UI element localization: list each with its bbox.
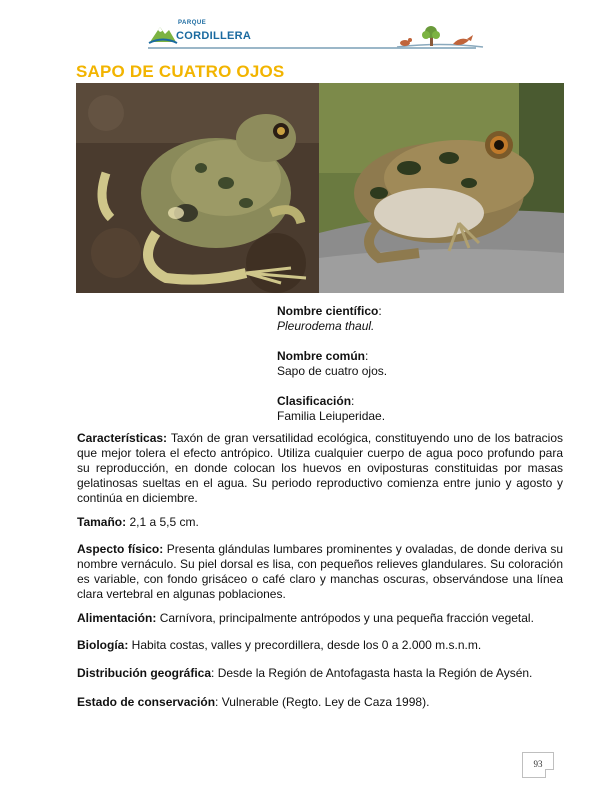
logo-small-text: PARQUE [178,20,207,26]
appearance-text: Presenta glándulas lumbares prominentes y ovaladas, de donde deriva su nombre vernáculo. Su piel dorsal es lisa, con pequeños relieves glandulares. Su coloración es variable, con fondo grisáceo o café claro y manchas oscuras, observándose una línea clara vertebral en algunas poblaciones. [77,542,563,601]
characteristics-paragraph [77,431,563,506]
characteristics-label: Características: [77,431,168,445]
size-text: 2,1 a 5,5 cm. [129,515,199,529]
classification-block: Clasificación: Familia Leiuperidae. [277,394,557,424]
common-name-label: Nombre común [277,349,366,363]
diet-label: Alimentación: [77,611,157,625]
diet-paragraph [77,611,563,626]
classification-value: Familia Leiuperidae. [277,409,386,423]
characteristics-text: Taxón de gran versatilidad ecológica, constituyendo uno de los batracios que mejor tolera el efecto antrópico. Utiliza cualquier cuerpo de agua poco profundo para su reproducción, en donde colocan los huevos en oviposturas constituidas por masas gelatinosas sueltas en el agua. Su periodo reproductivo comienza entre junio y agosto y continúa en diciembre. [77,431,563,505]
common-name-block: Nombre común: Sapo de cuatro ojos. [277,349,557,379]
biology-text: Habita costas, valles y precordillera, desde los 0 a 2.000 m.s.n.m. [131,638,482,652]
frog-on-soil-image [76,83,319,293]
appearance-label: Aspecto físico: [77,542,164,556]
conservation-paragraph: Estado de conservación: Vulnerable (Regto. Ley de Caza 1998). [77,695,430,709]
frog-on-rock-image [319,83,564,293]
biology-paragraph [77,638,563,653]
distribution-label: Distribución geográfica [77,666,212,680]
scientific-name-label: Nombre científico [277,304,379,318]
frog-photo-left [76,83,319,293]
conservation-text: Vulnerable (Regto. Ley de Caza 1998). [221,695,430,709]
logo-main-text: CORDILLERA [176,30,252,42]
page-number: 93 [533,759,543,769]
page-title: SAPO DE CUATRO OJOS [76,62,285,81]
size-paragraph [77,515,563,530]
biology-label: Biología: [77,638,129,652]
wildlife-decoration-icon [395,22,485,50]
distribution-paragraph: Distribución geográfica: Desde la Región de Antofagasta hasta la Región de Aysén. [77,666,533,680]
classification-label: Clasificación [277,394,352,408]
page-fold-icon [545,769,554,778]
frog-photo-right [319,83,564,293]
size-label: Tamaño: [77,515,127,529]
species-info [277,304,557,439]
diet-text: Carnívora, principalmente antrópodos y una pequeña fracción vegetal. [159,611,534,625]
common-name-value: Sapo de cuatro ojos. [277,364,388,378]
scientific-name-value: Pleurodema thaul. [277,319,375,333]
mountain-logo-icon [148,22,178,44]
scientific-name-block: Nombre científico: Pleurodema thaul. [277,304,557,334]
conservation-label: Estado de conservación [77,695,216,709]
appearance-paragraph [77,542,563,602]
distribution-text: Desde la Región de Antofagasta hasta la Región de Aysén. [217,666,533,680]
page-number-box [522,752,554,778]
